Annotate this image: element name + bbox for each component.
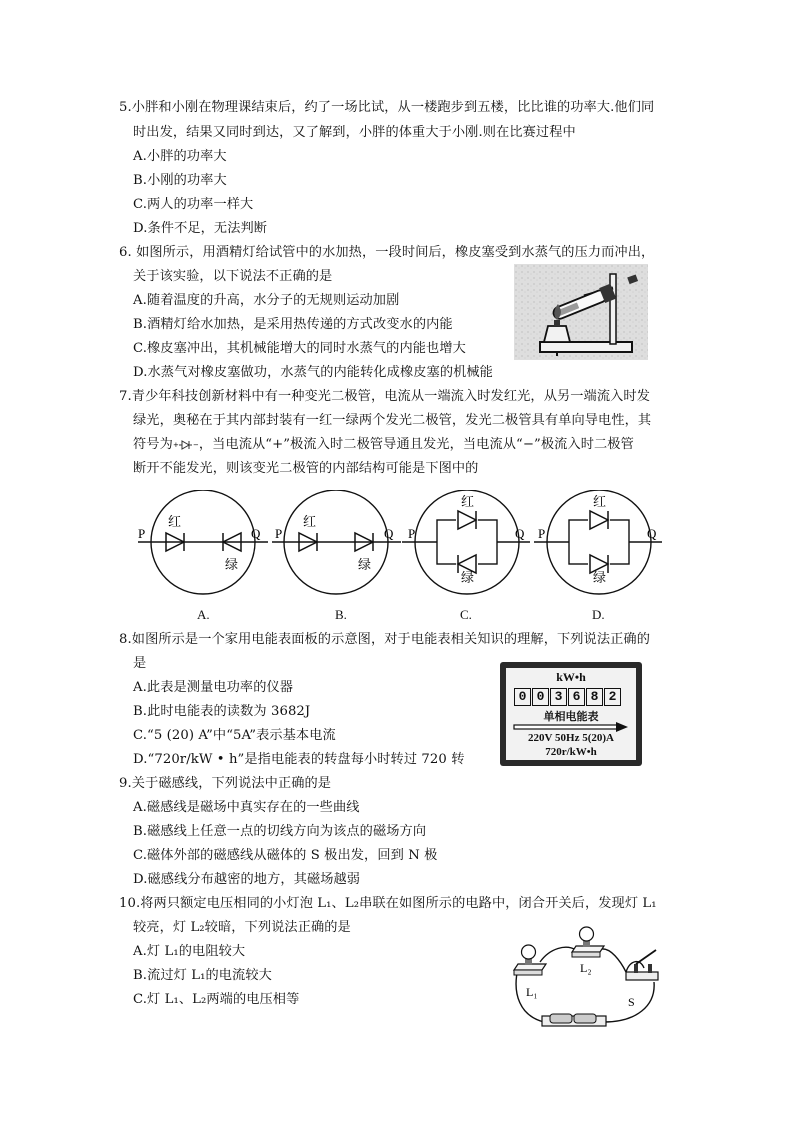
l1-label: L₁ bbox=[526, 985, 538, 999]
q8-option-d: D.“720r/kW • h”是指电能表的转盘每小时转过 720 转 bbox=[133, 752, 465, 767]
q7-stem-line3-start: 符号为 bbox=[133, 437, 173, 452]
c-green-label: 绿 bbox=[461, 570, 475, 585]
d-red-label: 红 bbox=[593, 494, 607, 509]
q7-stem-line3-end: ，当电流从“+”极流入时二极管导通且发光，当电流从“−”极流入时二极管 bbox=[198, 437, 634, 452]
meter-digit: 6 bbox=[568, 688, 585, 706]
q10-stem-line2: 较亮，灯 L₂较暗，下列说法正确的是 bbox=[133, 920, 351, 935]
q6-option-d: D.水蒸气对橡皮塞做功，水蒸气的内能转化成橡皮塞的机械能 bbox=[133, 365, 493, 380]
diode-symbol-icon bbox=[173, 439, 199, 451]
meter-revolutions: 720r/kW•h bbox=[545, 746, 597, 758]
d-green-label: 绿 bbox=[593, 570, 607, 585]
meter-digit: 3 bbox=[550, 688, 567, 706]
d-q-label: Q bbox=[647, 526, 657, 541]
q6-stem-line1: 6. 如图所示，用酒精灯给试管中的水加热，一段时间后，橡皮塞受到水蒸气的压力而冲出， bbox=[119, 245, 655, 260]
q7-caption-b: B. bbox=[335, 607, 347, 622]
q7-caption-c: C. bbox=[460, 607, 472, 622]
a-green-label: 绿 bbox=[225, 557, 239, 572]
bulb-l2 bbox=[572, 927, 604, 957]
q7-stem-line1: 7.青少年科技创新材料中有一种变光二极管，电流从一端流入时发红光，从另一端流入时发 bbox=[119, 389, 650, 404]
b-green-label: 绿 bbox=[358, 557, 372, 572]
a-q-label: Q bbox=[251, 526, 261, 541]
c-p-label: P bbox=[408, 526, 416, 541]
b-q-label: Q bbox=[384, 526, 394, 541]
q6-option-b: B.酒精灯给水加热，是采用热传递的方式改变水的内能 bbox=[133, 317, 453, 332]
q8-option-a: A.此表是测量电功率的仪器 bbox=[133, 680, 294, 695]
q8-option-c: C.“5 (20) A”中“5A”表示基本电流 bbox=[133, 728, 336, 743]
meter-disc-arrow-icon bbox=[512, 722, 630, 732]
q6-option-c: C.橡皮塞冲出，其机械能增大的同时水蒸气的内能也增大 bbox=[133, 341, 466, 356]
d-p-label: P bbox=[538, 526, 546, 541]
q5-stem-line2: 时出发，结果又同时到达，又了解到，小胖的体重大于小刚.则在比赛过程中 bbox=[133, 125, 576, 140]
q7-stem-line4: 断开不能发光，则该变光二极管的内部结构可能是下图中的 bbox=[133, 461, 479, 476]
q5-option-a: A.小胖的功率大 bbox=[133, 149, 227, 164]
meter-digit: 0 bbox=[532, 688, 549, 706]
q9-option-a: A.磁感线是磁场中真实存在的一些曲线 bbox=[133, 800, 360, 815]
q7-stem-line2: 绿光，奥秘在于其内部封装有一红一绿两个发光二极管，发光二极管具有单向导电性，其 bbox=[133, 413, 652, 428]
q8-stem-line2: 是 bbox=[133, 656, 147, 671]
meter-reading bbox=[514, 688, 622, 706]
option-d-diagram bbox=[534, 490, 662, 594]
meter-unit: kW•h bbox=[556, 670, 586, 684]
test-tube-heating-figure bbox=[514, 264, 648, 360]
b-p-label: P bbox=[275, 526, 283, 541]
q6-option-a: A.随着温度的升高，水分子的无规则运动加剧 bbox=[133, 293, 400, 308]
svg-text:+: + bbox=[172, 440, 179, 449]
q10-option-a: A.灯 L₁的电阻较大 bbox=[133, 944, 246, 959]
a-red-label: 红 bbox=[168, 514, 182, 529]
svg-text:−: − bbox=[192, 440, 199, 449]
meter-name: 单相电能表 bbox=[543, 711, 599, 723]
meter-digit: 8 bbox=[586, 688, 603, 706]
c-red-label: 红 bbox=[461, 494, 475, 509]
q9-option-b: B.磁感线上任意一点的切线方向为该点的磁场方向 bbox=[133, 824, 427, 839]
series-bulb-circuit-figure bbox=[506, 924, 666, 1032]
energy-meter-figure bbox=[500, 662, 642, 766]
q8-option-b: B.此时电能表的读数为 3682J bbox=[133, 704, 311, 719]
battery-pack bbox=[542, 1014, 606, 1026]
q9-option-c: C.磁体外部的磁感线从磁体的 S 极出发，回到 N 极 bbox=[133, 848, 438, 863]
l2-label: L₂ bbox=[580, 961, 592, 975]
q10-option-c: C.灯 L₁、L₂两端的电压相等 bbox=[133, 992, 300, 1007]
a-p-label: P bbox=[138, 526, 146, 541]
q5-stem-line1: 5.小胖和小刚在物理课结束后，约了一场比试，从一楼跑步到五楼，比比谁的功率大.他们同 bbox=[119, 100, 655, 115]
option-b-diagram bbox=[272, 490, 401, 594]
meter-spec: 220V 50Hz 5(20)A bbox=[528, 732, 614, 744]
led-options-diagram bbox=[130, 490, 670, 600]
meter-digit: 2 bbox=[604, 688, 621, 706]
meter-digit: 0 bbox=[514, 688, 531, 706]
c-q-label: Q bbox=[515, 526, 525, 541]
q5-option-b: B.小刚的功率大 bbox=[133, 173, 227, 188]
q10-stem-line1: 10.将两只额定电压相同的小灯泡 L₁、L₂串联在如图所示的电路中，闭合开关后，发现灯 L₁ bbox=[119, 896, 657, 911]
b-red-label: 红 bbox=[303, 514, 317, 529]
q8-stem-line1: 8.如图所示是一个家用电能表面板的示意图，对于电能表相关知识的理解，下列说法正确的 bbox=[119, 632, 650, 647]
q5-option-d: D.条件不足，无法判断 bbox=[133, 221, 268, 236]
q6-stem-line2: 关于该实验，以下说法不正确的是 bbox=[133, 269, 333, 284]
option-c-diagram bbox=[402, 490, 530, 594]
q9-option-d: D.磁感线分布越密的地方，其磁场越弱 bbox=[133, 872, 361, 887]
q5-option-c: C.两人的功率一样大 bbox=[133, 197, 254, 212]
q7-stem-line3 bbox=[133, 436, 634, 454]
q9-stem: 9.关于磁感线，下列说法中正确的是 bbox=[119, 776, 332, 791]
q7-caption-a: A. bbox=[197, 607, 210, 622]
q10-option-b: B.流过灯 L₁的电流较大 bbox=[133, 968, 272, 983]
q7-caption-d: D. bbox=[592, 607, 605, 622]
option-a-diagram bbox=[138, 490, 268, 594]
s-label: S bbox=[628, 995, 635, 1009]
